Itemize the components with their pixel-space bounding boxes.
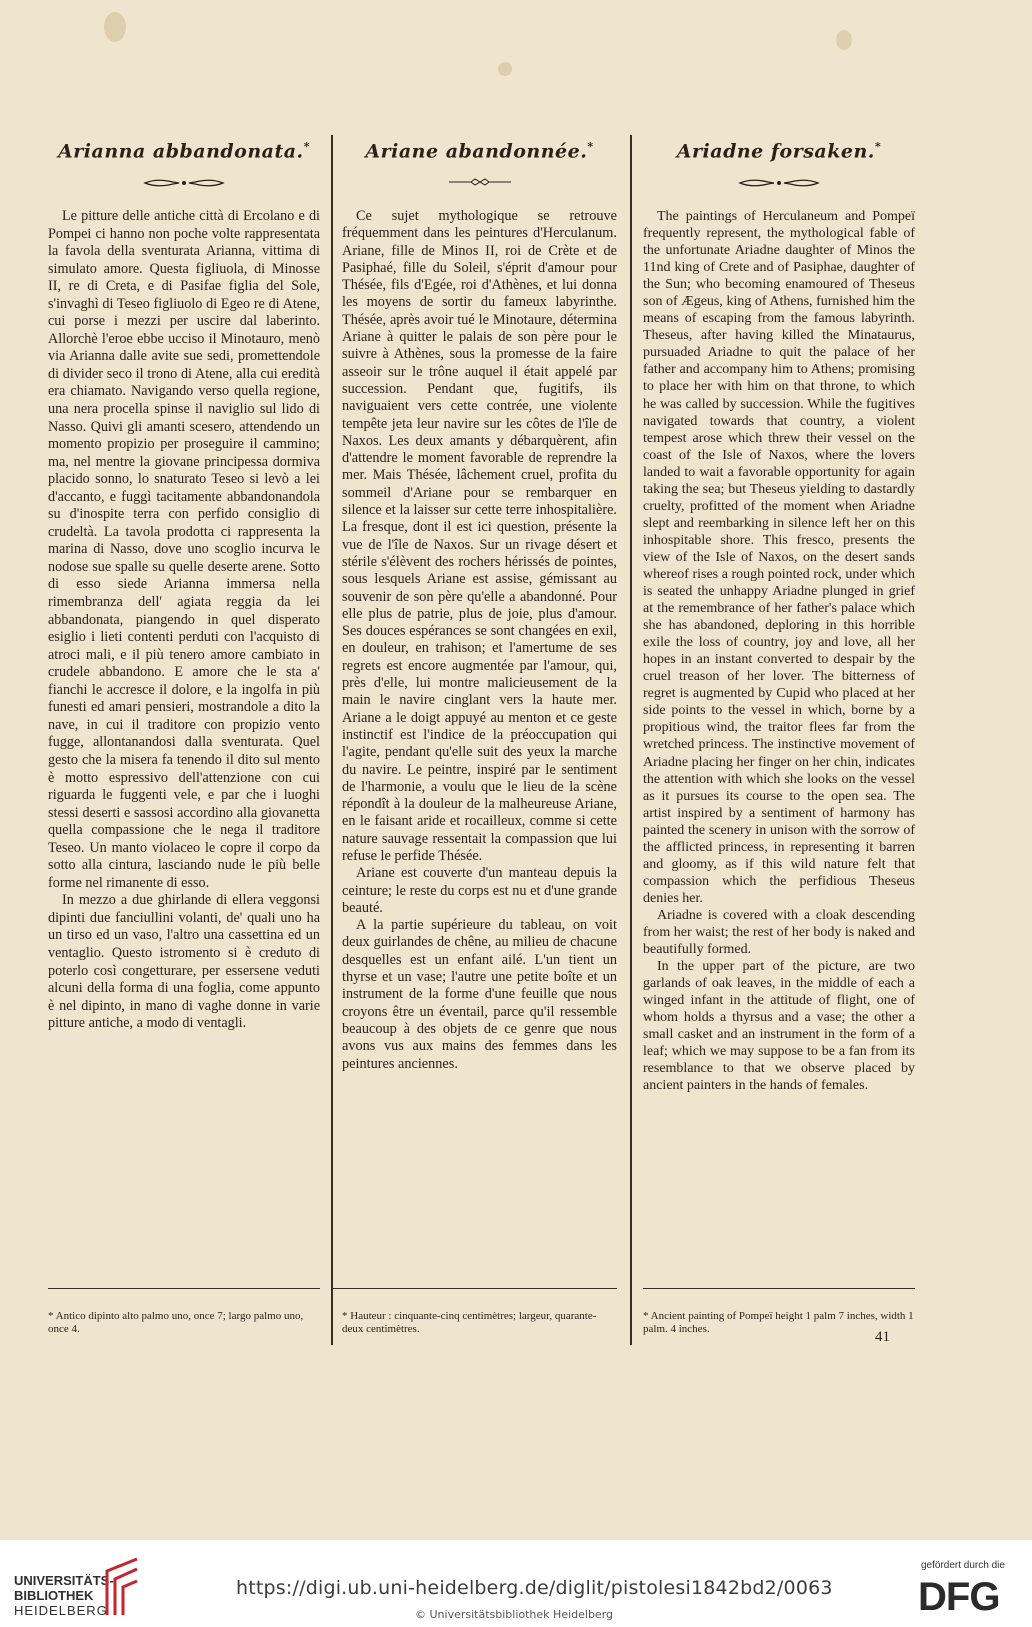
ornament-divider [143, 178, 225, 188]
page-number: 41 [875, 1329, 890, 1345]
column-body [643, 208, 915, 1094]
page-url-link[interactable]: https://digi.ub.uni-heidelberg.de/diglit/pistolesi1842bd2/0063 [236, 1577, 833, 1599]
paragraph: Le pitture delle antiche città di Ercolano e di Pompei ci hanno non poche volte rappresentata la favola della sventurata Arianna, vittima di simulato amore. Questa figliuola, di Minosse II, re di Creta, e di Pasifae figlia del Sole, s'invaghì di Teseo figliuolo di Egeo re di Atene, cui porse i mezzi per uscire dal laberinto. Allorchè l'eroe ebbe ucciso il Minotauro, menò via Arianna dalle avite sue sedi, promettendole di divider seco il trono di Atene, alla cui eredità era chiamato. Navigando verso quella regione, una nera procella spinse il naviglio sul lido di Nasso. Quivi gli amanti scesero, attendendo un momento propizio per proseguire il cammino; ma, nel mentre la giovane principessa dormiva placido sonno, lo snaturato Teseo si levò a lei d'accanto, e fuggì tacitamente abbandonandola su d'inospite terra con perfido consiglio di crudeltà. La tavola prodotta ci rappresenta la marina di Nasso, dove uno scoglio incurva le nodose sue spalle su quelle deserte arene. Sotto di esso siede Arianna immersa nella rimembranza dell' agiata reggia da lei abbandonata, piangendo in quel disperato esiglio i lieti contenti perduti con l'acquisto di atroci mali, e il più tenero amore cambiato in crudele abbandono. E amore che le sta a' fianchi le accresce il dolore, e la ingolfa in più funesti ed amari pensieri, mostrandole a dito la nave, in cui il traditore con propizio vento fugge, allontanandosi dalla sventurata. Quel gesto che la misera fa tenendo il dito sul mento è motto espressivo dell'attenzione con cui riguarda le fuggenti vele, e par che i luoghi stessi deserti e sassosi accordino alla giovanetta quella compassione che le nega il traditore Teseo. Un manto violaceo le copre il corpo da sotto alla cintura, lasciando nude le più belle forme nel rimanente di esso. [48, 208, 320, 891]
paper-stain [836, 30, 852, 50]
column-title: Ariane abandonnée.* [365, 140, 594, 163]
footnote: * Antico dipinto alto palmo uno, once 7; largo palmo uno, once 4. [48, 1310, 304, 1335]
footnote: * Ancient painting of Pompeï height 1 palm 7 inches, width 1 palm. 4 inches. [643, 1310, 914, 1335]
footnote: * Hauteur : cinquante-cinq centimètres; largeur, quarante-deux centimètres. [342, 1310, 597, 1335]
paragraph: In the upper part of the picture, are two garlands of oak leaves, in the middle of each a winged infant in the attitude of flight, one of whom holds a thyrsus and a vase; the other a small casket and an instrument in the form of a leaf; which we may suppose to be a fan from its resemblance to that we observe placed by ancient painters in the hands of females. [643, 959, 915, 1094]
ornament-divider [447, 178, 513, 186]
paragraph: The paintings of Herculaneum and Pompeï frequently represent, the mythological fable of the unfortunate Ariadne daughter of Minos the 11nd king of Crete and of Pasiphae, daughter of the Sun; who becoming enamoured of Theseus son of Ægeus, king of Athens, furnished him the means of escaping from the famous labyrinth. Theseus, after having killed the Minataurus, pursuaded Ariadne to quit the palace of her father and accompany him to Athens; promising to place her with him on that throne, to which he was called by succession. While the fugitives navigated towards that country, a violent tempest arose which threw their vessel on the coast of the Isle of Naxos, where the lovers landed to wait a favorable opportunity for again taking the sea; but Theseus yielding to dastardly cruelty, profitted of the moment when Ariadne slept and reembarking in silence left her on this inhospitable shore. This fresco, presents the view of the Isle of Naxos, on the desert sands whereof rises a rough pointed rock, under which is seated the unhappy Ariadne plunged in grief at the remembrance of her father's palace which she has abandoned, deploring in this horrible exile the loss of country, joy and love, all her hopes in an instant converted to despair by the cruel treason of her lover. The bitterness of regret is augmented by Cupid who placed at her side points to the vessel in which, borne by a propitious wind, the traitor flees far from the wretched princess. The instinctive movement of Ariadne placing her finger on her chin, indicates the attention with which she looks on the vessel as it pursues its course to the open sea. The artist inspired by a sentiment of harmony has painted the scenery in unison with the sorrow of the afflicted princess, in representing it barren and gloomy, as if this wild nature felt that compassion which the perfidious Theseus denies her. [643, 209, 915, 906]
copyright-notice: © Universitätsbibliothek Heidelberg [415, 1608, 614, 1621]
column-divider [630, 135, 632, 1345]
footnote-rule [332, 1288, 617, 1289]
footnote-rule [643, 1288, 915, 1289]
footnote-rule [48, 1288, 320, 1289]
paragraph: Ariadne is covered with a cloak descending from her waist; the rest of her body is naked and beautifully formed. [643, 907, 915, 958]
dfg-logo: DFG [918, 1575, 1000, 1619]
paragraph: In mezzo a due ghirlande di ellera veggonsi dipinti due fanciullini volanti, de' quali uno ha un tirso ed un vaso, l'altro una cassettina ed un ventaglio. Questo istromento si è creduto di poterlo così congetturare, per essersene veduti alcuni della forma di una foglia, come appunto è nel dipinto, in mano di vaghe donne in varie pitture antiche, a modo di ventagli. [48, 892, 320, 1032]
library-name: UNIVERSITÄTS- BIBLIOTHEK HEIDELBERG [14, 1573, 114, 1618]
paper-stain [104, 12, 126, 42]
library-logo-icon [101, 1557, 143, 1617]
paragraph: Ariane est couverte d'un manteau depuis la ceinture; le reste du corps est nu et d'une grande beauté. [342, 865, 617, 916]
column-body [342, 208, 617, 1073]
column-divider [331, 135, 333, 1345]
ornament-divider [738, 178, 820, 188]
column-title: Ariadne forsaken.* [676, 140, 882, 163]
paper-stain [498, 62, 512, 76]
paragraph: Ce sujet mythologique se retrouve fréquemment dans les peintures d'Herculanum. Ariane, fille de Minos II, roi de Crète et de Pasiphaé, fille du Soleil, s'éprit d'amour pour Thésée, fils d'Egée, roi d'Athènes, et lui donna les moyens de sortir du fameux labyrinthe. Thésée, après avoir tué le Minotaure, détermina Ariane à quitter le palais de son père pour le suivre à Athènes, sous la promesse de la faire asseoir sur le trône auquel il était appelé par succession. Pendant que, fugitifs, ils naviguaient vers cette contrée, une violente tempête jeta leur navire sur les côtes de l'île de Naxos. Les deux amants y débarquèrent, afin d'attendre le moment favorable de reprendre la mer. Mais Thésée, lâchement cruel, profita du sommeil d'Ariane pour se rembarquer en silence et la laisser sur cette terre inhospitalière. La fresque, dont il est ici question, présente la vue de l'île de Naxos. Sur un rivage désert et stérile s'élèvent des rochers hérissés de pointes, sous lesquels Ariane est assise, gémissant au souvenir de son père qu'elle a abandonné. Pour elle plus de patrie, plus de joie, plus d'amour. Ses douces espérances se sont changées en exil, en douleur, en trahison; et l'amertume de ses regrets est encore augmentée par l'amour, qui, près d'elle, lui montre malicieusement de la main le navire cinglant vers la haute mer. Ariane a le doigt appuyé au menton et ce geste instinctif est l'indice de la préoccupation qui l'agite, pendant qu'elle suit des yeux la marche du navire. Le peintre, inspiré par le sentiment de l'harmonie, a voulu que le lieu de la scène répondît à la douleur de la malheureuse Ariane, en le faisant aride et rocailleux, comme si cette nature sauvage ressentait la compassion que lui refuse le perfide Thésée. [342, 208, 617, 864]
column-title: Arianna abbandonata.* [58, 140, 310, 163]
column-body [48, 208, 320, 1033]
paragraph: A la partie supérieure du tableau, on voit deux guirlandes de chêne, au milieu de chacune desquelles est un enfant ailé. L'un tient un thyrse et un vase; l'autre une petite boîte et un instrument de la forme d'une feuille que nous croyons être un éventail, parce qu'il ressemble beaucoup à des objets de ce genre que nous avons vus aux mains des femmes dans les peintures anciennes. [342, 917, 617, 1072]
funding-label: gefördert durch die [921, 1560, 1005, 1571]
